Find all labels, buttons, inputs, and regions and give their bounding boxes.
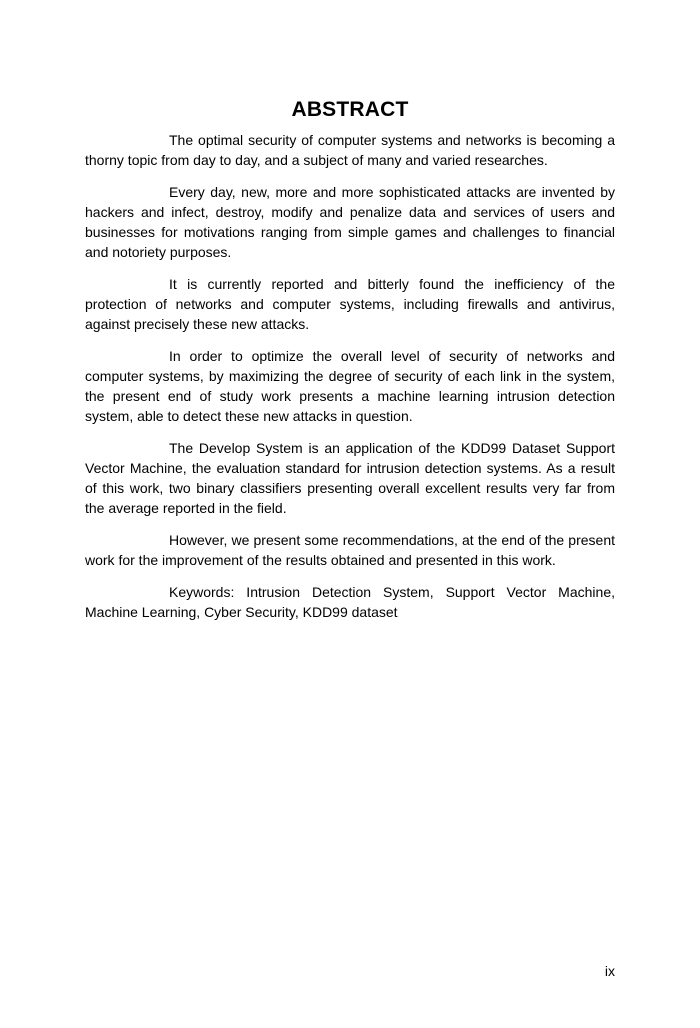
abstract-paragraph-1: The optimal security of computer systems and networks is becoming a thorny topic from day to day, and a subject of many and varied researches.: [85, 132, 615, 168]
page-title: ABSTRACT: [291, 98, 409, 121]
abstract-paragraph-6: However, we present some recommendations, at the end of the present work for the improvement of the results obtained and presented in this work.: [85, 532, 615, 568]
abstract-paragraph-5: The Develop System is an application of the KDD99 Dataset Support Vector Machine, the evaluation standard for intrusion detection systems. As a result of this work, two binary classifiers presenting overall excellent results very far from the average reported in the field.: [85, 440, 615, 516]
abstract-paragraph-4: In order to optimize the overall level of security of networks and computer systems, by maximizing the degree of security of each link in the system, the present end of study work presents a machine learning intrusion detection system, able to detect these new attacks in question.: [85, 348, 615, 424]
abstract-paragraph-3: It is currently reported and bitterly found the inefficiency of the protection of networks and computer systems, including firewalls and antivirus, against precisely these new attacks.: [85, 276, 615, 332]
abstract-section: [85, 96, 615, 634]
keywords-paragraph: Keywords: Intrusion Detection System, Support Vector Machine, Machine Learning, Cyber Security, KDD99 dataset: [85, 584, 615, 620]
page-number: ix: [604, 963, 615, 979]
abstract-paragraph-2: Every day, new, more and more sophisticated attacks are invented by hackers and infect, destroy, modify and penalize data and services of users and businesses for motivations ranging from simple games and challenges to financial and notoriety purposes.: [85, 184, 615, 260]
